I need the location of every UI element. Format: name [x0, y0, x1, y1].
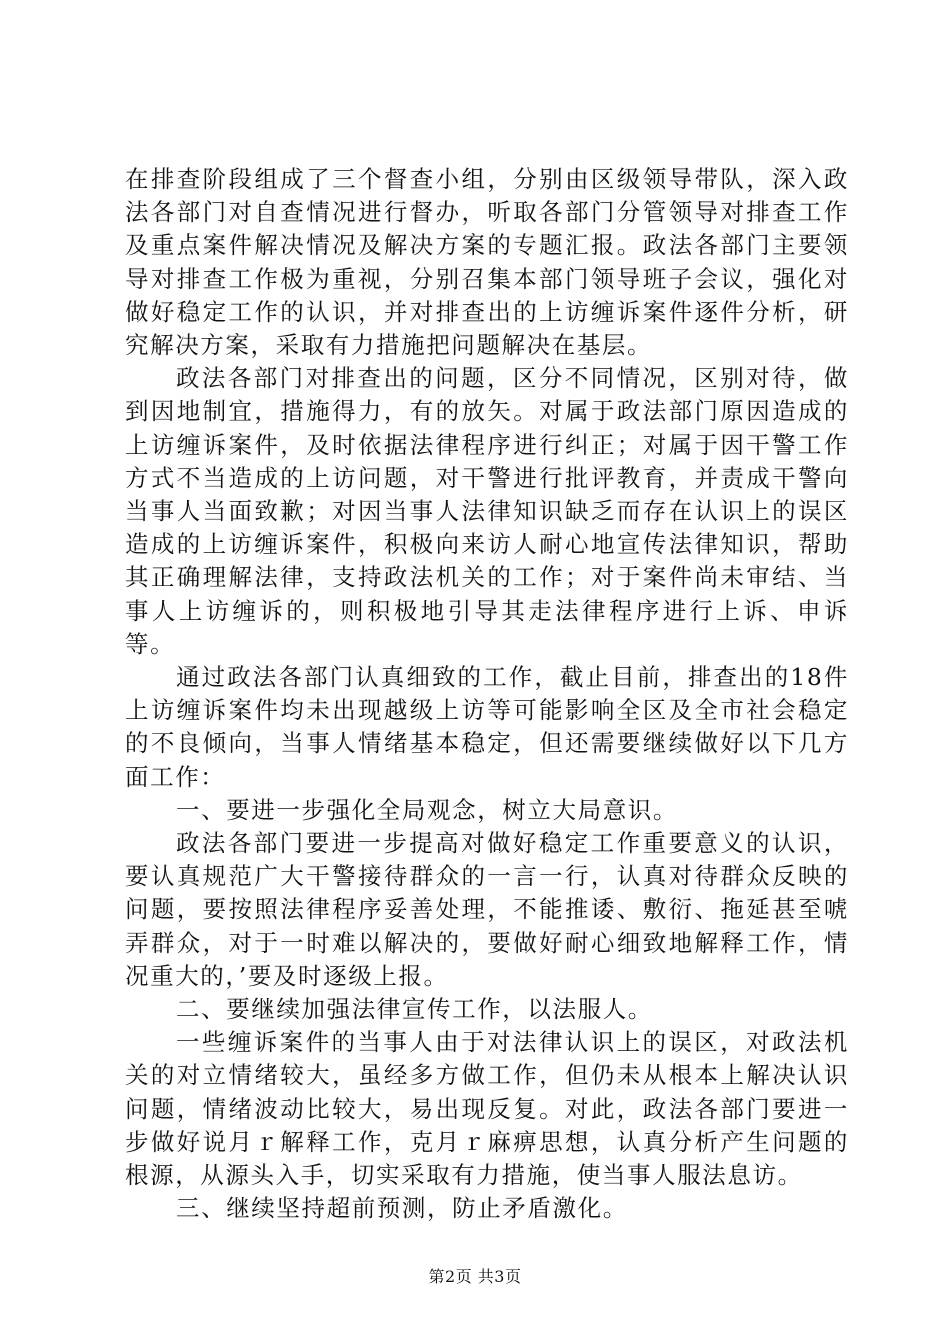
section-heading-3: 三、继续坚持超前预测，防止矛盾激化。 [176, 1194, 628, 1223]
page-footer: 第2页 共3页 [428, 1267, 522, 1286]
section-heading-2: 二、要继续加强法律宣传工作，以法服人。 [176, 995, 653, 1024]
paragraph-1: 在排查阶段组成了三个督查小组，分别由区级领导带队，深入政法各部门对自查情况进行督办，听取各部门分管领导对排查工作及重点案件解决情况及解决方案的专题汇报。政法各部门主要领导对排查工作极为重视，分别召集本部门领导班子会议，强化对做好稳定工作的认识，并对排查出的上访缠诉案件逐件分析，研究解决方案，采取有力措施把问题解决在基层。 [125, 165, 849, 360]
paragraph-3: 通过政法各部门认真细致的工作，截止目前，排查出的18件上访缠诉案件均未出现越级上访等可能影响全区及全市社会稳定的不良倾向，当事人情绪基本稳定，但还需要继续做好以下几方面工作： [125, 663, 849, 791]
paragraph-2: 政法各部门对排查出的问题，区分不同情况，区别对待，做到因地制宜，措施得力，有的放矢。对属于政法部门原因造成的上访缠诉案件，及时依据法律程序进行纠正；对属于因干警工作方式不当造成的上访问题，对干警进行批评教育，并责成干警向当事人当面致歉；对因当事人法律知识缺乏而存在认识上的误区造成的上访缠诉案件，积极向来访人耐心地宣传法律知识，帮助其正确理解法律，支持政法机关的工作；对于案件尚未审结、当事人上访缠诉的，则积极地引导其走法律程序进行上诉、申诉等。 [125, 364, 849, 658]
paragraph-5: 一些缠诉案件的当事人由于对法律认识上的误区，对政法机关的对立情绪较大，虽经多方做工作，但仍未从根本上解决认识问题，情绪波动比较大，易出现反复。对此，政法各部门要进一步做好说月ｒ解释工作，克月ｒ麻痹思想，认真分析产生问题的根源，从源头入手，切实采取有力措施，使当事人服法息访。 [125, 1028, 849, 1190]
document-body [125, 163, 849, 1226]
section-heading-1: 一、要进一步强化全局观念，树立大局意识。 [176, 795, 678, 824]
paragraph-4: 政法各部门要进一步提高对做好稳定工作重要意义的认识，要认真规范广大干警接待群众的一言一行，认真对待群众反映的问题，要按照法律程序妥善处理，不能推诿、敷衍、拖延甚至唬弄群众，对于一时难以解决的，要做好耐心细致地解释工作，情况重大的，’要及时逐级上报。 [125, 829, 849, 990]
